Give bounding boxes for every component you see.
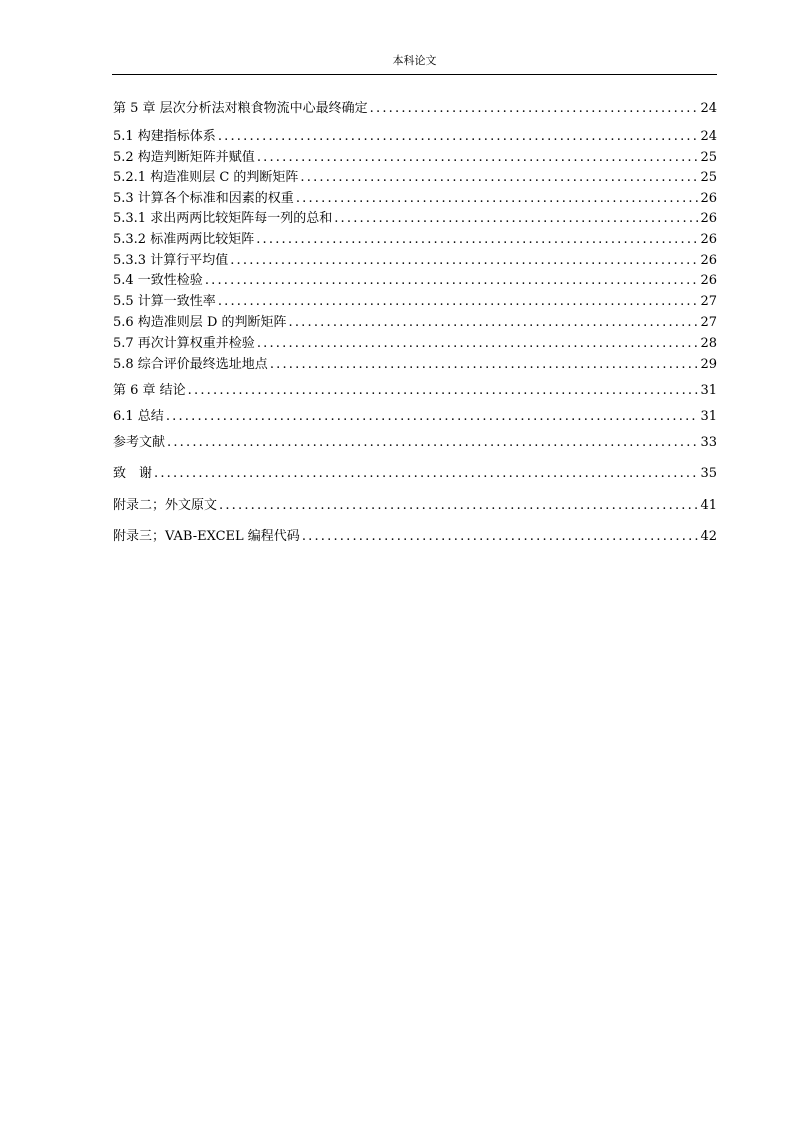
toc-dot-leader [300, 169, 698, 187]
toc-entry[interactable] [113, 408, 717, 426]
toc-entry-page: 24 [700, 101, 717, 116]
toc-entry-page: 31 [700, 383, 717, 398]
toc-entry-title: 5.3.2 标准两两比较矩阵 [113, 232, 255, 247]
toc-dot-leader [257, 335, 699, 353]
toc-entry-page: 42 [700, 529, 717, 544]
header-title: 本科论文 [392, 54, 437, 67]
toc-dot-leader [230, 252, 698, 270]
toc-entry-title: 5.7 再次计算权重并检验 [113, 336, 255, 351]
toc-entry[interactable] [113, 210, 717, 228]
toc-entry-page: 26 [700, 211, 717, 226]
toc-entry-title: 第 6 章 结论 [113, 383, 186, 398]
toc-entry-page: 41 [700, 498, 717, 513]
toc-dot-leader [257, 149, 699, 167]
toc-entry[interactable] [113, 149, 717, 167]
toc-entry-title: 5.2.1 构造准则层 C 的判断矩阵 [113, 170, 299, 185]
page-header [112, 54, 717, 75]
toc-entry-title: 5.3.1 求出两两比较矩阵每一列的总和 [113, 211, 333, 226]
toc-entry-title: 致 谢 [113, 466, 153, 481]
toc-entry-page: 31 [700, 409, 717, 424]
toc-dot-leader [302, 528, 699, 546]
toc-entry[interactable] [113, 528, 717, 546]
toc-entry[interactable] [113, 335, 717, 353]
toc-entry[interactable] [113, 314, 717, 332]
toc-entry-page: 25 [700, 150, 717, 165]
toc-entry-title: 5.2 构造判断矩阵并赋值 [113, 150, 255, 165]
toc-dot-leader [256, 231, 698, 249]
toc-entry-title: 5.1 构建指标体系 [113, 129, 216, 144]
toc-entry-page: 35 [700, 466, 717, 481]
toc-dot-leader [218, 293, 699, 311]
toc-entry-title: 第 5 章 层次分析法对粮食物流中心最终确定 [113, 101, 368, 116]
toc-entry-title: 5.3 计算各个标准和因素的权重 [113, 191, 294, 206]
toc-entry[interactable] [113, 272, 717, 290]
toc-entry-title: 5.6 构造准则层 D 的判断矩阵 [113, 315, 287, 330]
toc-dot-leader [334, 210, 698, 228]
toc-dot-leader [289, 314, 699, 332]
toc-entry[interactable] [113, 356, 717, 374]
toc-entry[interactable] [113, 190, 717, 208]
toc-entry-title: 5.5 计算一致性率 [113, 294, 216, 309]
toc-dot-leader [205, 272, 699, 290]
toc-dot-leader [166, 408, 699, 426]
toc-entry-title: 5.4 一致性检验 [113, 273, 203, 288]
toc-entry-page: 27 [700, 294, 717, 309]
toc-entry-page: 25 [700, 170, 717, 185]
toc-entry-page: 28 [700, 336, 717, 351]
toc-entry-page: 29 [700, 357, 717, 372]
toc-entry-page: 27 [700, 315, 717, 330]
toc-dot-leader [188, 382, 699, 400]
toc-dot-leader [270, 356, 699, 374]
toc-entry[interactable] [113, 497, 717, 515]
toc-entry-title: 附录二；外文原文 [113, 498, 218, 513]
toc-dot-leader [219, 497, 698, 515]
toc-entry[interactable] [113, 434, 717, 452]
toc-entry-title: 5.3.3 计算行平均值 [113, 253, 229, 268]
toc-entry[interactable] [113, 169, 717, 187]
toc-entry-page: 26 [700, 191, 717, 206]
toc-dot-leader [370, 100, 699, 118]
toc-entry-title: 附录三；VAB-EXCEL 编程代码 [113, 529, 300, 544]
toc-dot-leader [154, 465, 698, 483]
toc-entry[interactable] [113, 465, 717, 483]
toc-entry[interactable] [113, 252, 717, 270]
toc-entry-title: 参考文献 [113, 435, 166, 450]
toc-entry[interactable] [113, 128, 717, 146]
toc-entry-title: 6.1 总结 [113, 409, 164, 424]
toc-entry[interactable] [113, 382, 717, 400]
toc-entry-page: 33 [700, 435, 717, 450]
toc-entry-page: 26 [700, 273, 717, 288]
toc-entry[interactable] [113, 293, 717, 311]
toc-entry[interactable] [113, 231, 717, 249]
toc-dot-leader [218, 128, 699, 146]
toc-dot-leader [167, 434, 698, 452]
toc-entry-title: 5.8 综合评价最终选址地点 [113, 357, 268, 372]
toc-entry[interactable] [113, 100, 717, 118]
toc-dot-leader [296, 190, 699, 208]
toc-entry-page: 26 [700, 253, 717, 268]
toc-entry-page: 26 [700, 232, 717, 247]
toc-entry-page: 24 [700, 129, 717, 144]
